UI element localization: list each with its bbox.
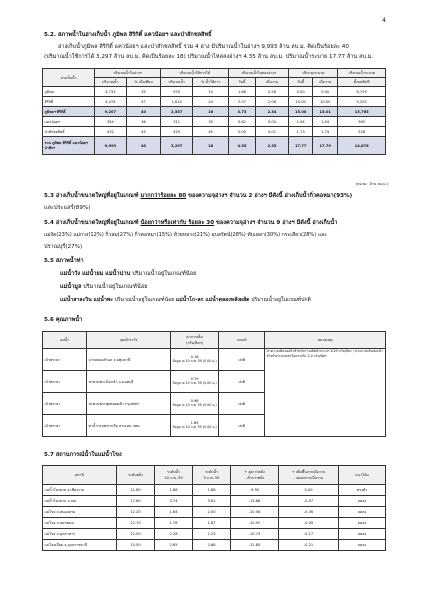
cell: 4.35 (229, 137, 256, 155)
cell: 4,733 (95, 87, 127, 97)
col-storage-volume: ปริมาณน้ำ (95, 78, 127, 87)
col-usable-percent: % น้ำใช้การ (192, 78, 228, 87)
table-row (43, 496, 386, 507)
col-inflow-yesterday: เมื่อวาน (255, 78, 289, 87)
cell: 9,207 (95, 107, 127, 117)
table-row (43, 485, 386, 496)
col-trend: แนวโน้ม (339, 466, 386, 485)
rivers-group-1: แม่น้ำวัง แม่น้ำยม แม่น้ำน่าน (60, 271, 131, 277)
table-row (43, 97, 386, 107)
cell: 35 (192, 117, 228, 127)
cell: 2.65 (155, 540, 193, 551)
table-row (43, 349, 386, 371)
cell: 2.07 (229, 97, 256, 107)
col-release-since-year-start: ตั้งแต่ต้นปี (338, 78, 386, 87)
mekong-table (42, 465, 386, 551)
cell-station: แม่น้ำโขงสาน จ.เลย (43, 496, 117, 507)
section-5-6-heading: 5.6 คุณภาพน้ำ (44, 317, 83, 323)
cell: 1.74 (313, 127, 338, 137)
page-number: 4 (382, 17, 386, 24)
cell: 9,993 (95, 137, 127, 155)
cell: 0.62 (229, 117, 256, 127)
cell: 1.88 (193, 485, 231, 496)
rivers-group-4: แม่น้ำโก-ลก แม่น้ำตลองหลังผลัด (175, 297, 250, 303)
col-criterion: เกณฑ์ (219, 332, 265, 349)
cell-point: ปากคลองสำแล จ.ปทุมธานี (87, 349, 171, 371)
table-row (43, 518, 386, 529)
cell: 0.01 (255, 127, 289, 137)
col-group-release: ปริมาณระบาย (289, 69, 338, 78)
col-usable-volume: ปริมาณน้ำ (161, 78, 193, 87)
col-salinity-unit: (กรัม/ลิตร) (186, 341, 204, 345)
cell: 3.74 (155, 496, 193, 507)
col-level-today (155, 466, 193, 485)
reservoir-table-header-sub (43, 78, 386, 87)
col-level-yesterday (193, 466, 231, 485)
table-row (43, 117, 386, 127)
cell: 432 (95, 127, 127, 137)
section-5-2-heading: 5.2. สภาพน้ำในอ่างเก็บน้ำ ภูมิพล สิริกิติ์ แควน้อยฯ และป่าสักชลสิทธิ์ (44, 32, 212, 38)
col-salinity (171, 332, 219, 349)
cell: 15.01 (313, 107, 338, 117)
cell-river: เจ้าพระยา (43, 349, 87, 371)
cell: 0.28 (255, 87, 289, 97)
section-5-5-line1 (60, 270, 196, 279)
cell: 1.87 (193, 518, 231, 529)
table-row-subtotal (43, 107, 386, 117)
cell-salinity (171, 349, 219, 371)
rivers-group-2-status: ปริมาณน้ำอยู่ในเกณฑ์น้อย (81, 284, 148, 290)
section-5-3-line1 (44, 192, 352, 201)
cell: -10.92 (231, 518, 279, 529)
cell: 1.88 (155, 485, 193, 496)
cell-trend: ลดลง (339, 529, 386, 540)
cell: 429 (161, 127, 193, 137)
col-level-yesterday-label: ระดับน้ำ (205, 470, 218, 474)
cell: 16 (192, 107, 228, 117)
cell: 1,624 (161, 97, 193, 107)
table-row (43, 127, 386, 137)
col-change (279, 466, 339, 485)
cell: 14,876 (338, 137, 386, 155)
col-change-up: + เพิ่มขึ้นจากเมื่อวาน (291, 470, 326, 474)
section-5-7-heading: 5.7 สถานการณ์น้ำในแม่น้ำโขง (44, 452, 122, 458)
table-row (43, 87, 386, 97)
cell: 1.04 (289, 117, 313, 127)
cell-point: สะพานพระพุทธยอดฟ้า กรุงเทพฯ (87, 393, 171, 415)
cell-station: แม่โขง จ.นครพนม (43, 518, 117, 529)
salinity-value: 1.85 (190, 421, 199, 425)
col-vs-bank-above: + สูงกว่าตลิ่ง (244, 470, 265, 474)
col-release-yesterday: เมื่อวาน (313, 78, 338, 87)
cell: 4,474 (95, 97, 127, 107)
cell: 36 (126, 117, 161, 127)
cell: 10.00 (313, 97, 338, 107)
col-inflow-today: วันนี้ (229, 78, 256, 87)
s53-text-c: ของความจุอ่างฯ จำนวน 2 อ่างฯ มีดังนี้ อ่างเก็บน้ำกิ่วคอหมา(93%) (186, 193, 353, 199)
cell: 12.20 (117, 507, 155, 518)
cell: 0.00 (255, 117, 289, 127)
salinity-date: ข้อมูล ณ 10 ก.พ. 59 (0.00 น.) (172, 403, 217, 407)
salinity-value: 0.96 (190, 399, 199, 403)
table-unit-note: (หน่วย : ล้าน ลบ.ม.) (355, 182, 388, 186)
cell: 2.26 (155, 529, 193, 540)
cell: 528 (338, 127, 386, 137)
cell: -0.07 (279, 496, 339, 507)
cell: 565 (338, 117, 386, 127)
cell: 17.60 (117, 496, 155, 507)
col-storage-percent: % เมื่อเทียบ (126, 78, 161, 87)
salinity-date: ข้อมูล ณ 10 ก.พ. 59 (0.00 น.) (172, 425, 217, 429)
cell-salinity (171, 371, 219, 393)
col-group-usable: ปริมาณน้ำใช้การได้ (161, 69, 229, 78)
cell-trend: ลดลง (339, 540, 386, 551)
cell-station: แม่โขงเจียม จ.อุบลราชธานี (43, 540, 117, 551)
col-change-down: - ลดลงจากเมื่อวาน (293, 476, 324, 480)
rivers-group-4-status: ปริมาณน้ำอยู่ในเกณฑ์ปกติ (249, 297, 311, 303)
col-release-today: วันนี้ (289, 78, 313, 87)
s53-text-a: 5.3 อ่างเก็บน้ำขนาดใหญ่ที่อยู่ในเกณฑ์ (44, 193, 141, 199)
col-vs-bank-below: - ต่ำกว่าตลิ่ง (244, 476, 265, 480)
cell-name: รวม ภูมิพล สิริกิติ์ แควน้อยฯ ป่าสักฯ (43, 137, 95, 155)
col-level-today-label: ระดับน้ำ (167, 470, 180, 474)
cell: 2.00 (193, 507, 231, 518)
cell-name: ภูมิพล (43, 87, 95, 97)
cell-river: เจ้าพระยา (43, 415, 87, 437)
rivers-group-2: แม่น้ำมูล (60, 284, 82, 290)
cell-criterion: ปกติ (219, 393, 265, 415)
cell-name: ป่าสักชลสิทธิ์ (43, 127, 95, 137)
cell-river: เจ้าพระยา (43, 371, 87, 393)
cell: 2.23 (193, 529, 231, 540)
cell: 24 (192, 97, 228, 107)
cell: -0.21 (279, 540, 339, 551)
section-5-5-line3 (60, 296, 311, 305)
cell-criterion: ปกติ (219, 349, 265, 371)
cell: 17.77 (289, 137, 313, 155)
cell: 5,255 (338, 97, 386, 107)
cell-name: แควน้อยฯ (43, 117, 95, 127)
salinity-date: ข้อมูล ณ 10 ก.พ. 59 (0.00 น.) (172, 359, 217, 363)
reservoir-table (42, 68, 386, 155)
cell-remark: ค่าความเค็มของน้ำสำหรับการผลิตน้ำประปา 0.25 กรัม/ลิตร / ค่าความเค็มของน้ำสำหรับการเกษตรไม่ควรเกิน 2.0 กรัม/ลิตร (265, 349, 386, 437)
section-5-4-line2: แม่งัด(23%) แม่กวง(12%) กิ่วลม(27%) กิ่วคอหมา(15%) ห้วยหลวง(21%) อุบลรัตน์(28%) ทับเสลา(30%) กระเสียว(28%) และ (44, 232, 328, 238)
cell: 1.04 (313, 117, 338, 127)
cell-point: ท่าน้ำกรมทหารเรือ สามเสน กทม. (87, 415, 171, 437)
cell: 35 (126, 87, 161, 97)
cell: -13.86 (231, 496, 279, 507)
section-5-5-line2 (60, 283, 147, 292)
section-5-2-paragraph-line1: อ่างเก็บน้ำภูมิพล สิริกิติ์ แควน้อยฯ และป่าสักชลสิทธิ์ รวม 4 อ่าง มีปริมาณน้ำในอ่างฯ 9,993 ล้าน ลบ.ม. คิดเป็นร้อยละ 40 (58, 44, 349, 50)
cell: -0.36 (279, 507, 339, 518)
cell: 18 (192, 137, 228, 155)
cell: -12.85 (231, 540, 279, 551)
cell-trend: ลดลง (339, 496, 386, 507)
col-station: สถานี (43, 466, 117, 485)
salinity-value: 0.79 (190, 377, 199, 381)
s53-text-underlined: มากกว่าร้อยละ 80 (140, 193, 187, 199)
rivers-group-1-status: ปริมาณน้ำอยู่ในเกณฑ์น้อย (130, 271, 197, 277)
cell: 1.73 (289, 127, 313, 137)
cell: -0.09 (279, 518, 339, 529)
col-monitoring-point: จุดเฝ้าระวัง (87, 332, 171, 349)
section-5-5-heading: 5.5 สภาพน้ำท่า (44, 258, 84, 264)
reservoir-table-header-group (43, 69, 386, 78)
cell: 45 (192, 127, 228, 137)
rivers-group-3: แม่น้ำสาละวิน แม่น้ำพะ (60, 297, 113, 303)
cell-trend: ลดลง (339, 507, 386, 518)
cell: 1.64 (155, 507, 193, 518)
salinity-date: ข้อมูล ณ 10 ก.พ. 59 (0.00 น.) (172, 381, 217, 385)
cell: 354 (95, 117, 127, 127)
cell: 5.00 (289, 87, 313, 97)
col-level-today-date: 10 ก.พ. 59 (164, 476, 183, 480)
cell-point: สะพานพระนั่งเกล้า จ.นนทบุรี (87, 371, 171, 393)
col-reservoir-name: อ่างเก็บน้ำ (43, 69, 95, 87)
cell-trend: ทรงตัว (339, 485, 386, 496)
cell: 0.00 (229, 127, 256, 137)
cell: 2.35 (255, 137, 289, 155)
col-group-inflow: ปริมาณน้ำไหลลงอ่างฯ (229, 69, 289, 78)
cell: 13,765 (338, 107, 386, 117)
table-row (43, 540, 386, 551)
section-5-2-paragraph-line2: (ปริมาณน้ำใช้การได้ 3,297 ล้าน ลบ.ม. คิดเป็นร้อยละ 18) ปริมาณน้ำไหลลงอ่างฯ 4.35 ล้าน ลบ.ม. ปริมาณน้ำระบาย 17.77 ล้าน ลบ.ม. (44, 54, 374, 60)
cell-salinity (171, 415, 219, 437)
water-quality-table (42, 331, 386, 437)
cell-station: แม่โขง จ.หนองคาย (43, 507, 117, 518)
table-row (43, 529, 386, 540)
col-group-storage: ปริมาณน้ำในอ่างฯ (95, 69, 161, 78)
col-level-yesterday-date: 9 ก.พ. 59 (203, 476, 220, 480)
cell: 17.79 (313, 137, 338, 155)
cell: 12.50 (117, 529, 155, 540)
col-remark: หมายเหตุ (265, 332, 386, 349)
cell: 11.80 (117, 485, 155, 496)
cell: 6,729 (338, 87, 386, 97)
table-row (43, 507, 386, 518)
cell: 3,297 (161, 137, 193, 155)
cell: 0.00 (279, 485, 339, 496)
col-salinity-label: ค่าการเค็ม (186, 335, 203, 339)
cell: 3.73 (229, 107, 256, 117)
cell: 1.78 (155, 518, 193, 529)
cell-criterion: ปกติ (219, 371, 265, 393)
cell: -9.92 (231, 485, 279, 496)
s54-text-underlined: น้อยกว่าหรือเท่ากับ ร้อยละ 30 (140, 220, 215, 226)
table-row-total (43, 137, 386, 155)
section-5-4-line3: ปราณบุรี(27%) (44, 244, 83, 250)
cell-station: แม่โขง จ.มุกดาหาร (43, 529, 117, 540)
section-5-3-line2: และประแสร์(89%) (44, 205, 91, 211)
cell: 40 (126, 137, 161, 155)
cell: 15.00 (289, 107, 313, 117)
cell: 47 (126, 97, 161, 107)
cell: 45 (126, 127, 161, 137)
salinity-value: 0.16 (190, 355, 199, 359)
cell: 15.50 (117, 540, 155, 551)
cell: 311 (161, 117, 193, 127)
cell-trend: ลดลง (339, 518, 386, 529)
cell: 2.34 (255, 107, 289, 117)
cell: 40 (126, 107, 161, 117)
cell: 5.00 (313, 87, 338, 97)
section-5-4-line1 (44, 219, 337, 228)
rivers-group-3-status: ปริมาณน้ำอยู่ในเกณฑ์น้อย (112, 297, 176, 303)
cell-river: เจ้าพระยา (43, 393, 87, 415)
col-vs-bank (231, 466, 279, 485)
cell: 933 (161, 87, 193, 97)
col-river: แม่น้ำ (43, 332, 87, 349)
s54-text-a: 5.4 อ่างเก็บน้ำขนาดใหญ่ที่อยู่ในเกณฑ์ (44, 220, 141, 226)
cell: -10.74 (231, 529, 279, 540)
cell-salinity (171, 393, 219, 415)
cell: 3.81 (193, 496, 231, 507)
col-group-release-total: ปริมาณน้ำระบาย (338, 69, 386, 78)
cell: 2,557 (161, 107, 193, 117)
cell-name: ภูมิพล+สิริกิติ์ (43, 107, 95, 117)
col-bank-level: ระดับตลิ่ง (117, 466, 155, 485)
cell: -0.17 (279, 529, 339, 540)
cell: 10 (192, 87, 228, 97)
cell: 2.06 (255, 97, 289, 107)
cell: -10.56 (231, 507, 279, 518)
cell: 2.66 (193, 540, 231, 551)
cell: 12.70 (117, 518, 155, 529)
mekong-header (43, 466, 386, 485)
water-quality-header (43, 332, 386, 349)
s54-text-c: ของความจุอ่างฯ จำนวน 9 อ่างฯ มีดังนี้ อ่างเก็บน้ำ (214, 220, 338, 226)
cell-name: สิริกิติ์ (43, 97, 95, 107)
cell: 10.00 (289, 97, 313, 107)
cell-station: แม่น้ำโขงสาย จ.เชียงราย (43, 485, 117, 496)
cell: 1.66 (229, 87, 256, 97)
cell-criterion: ปกติ (219, 415, 265, 437)
